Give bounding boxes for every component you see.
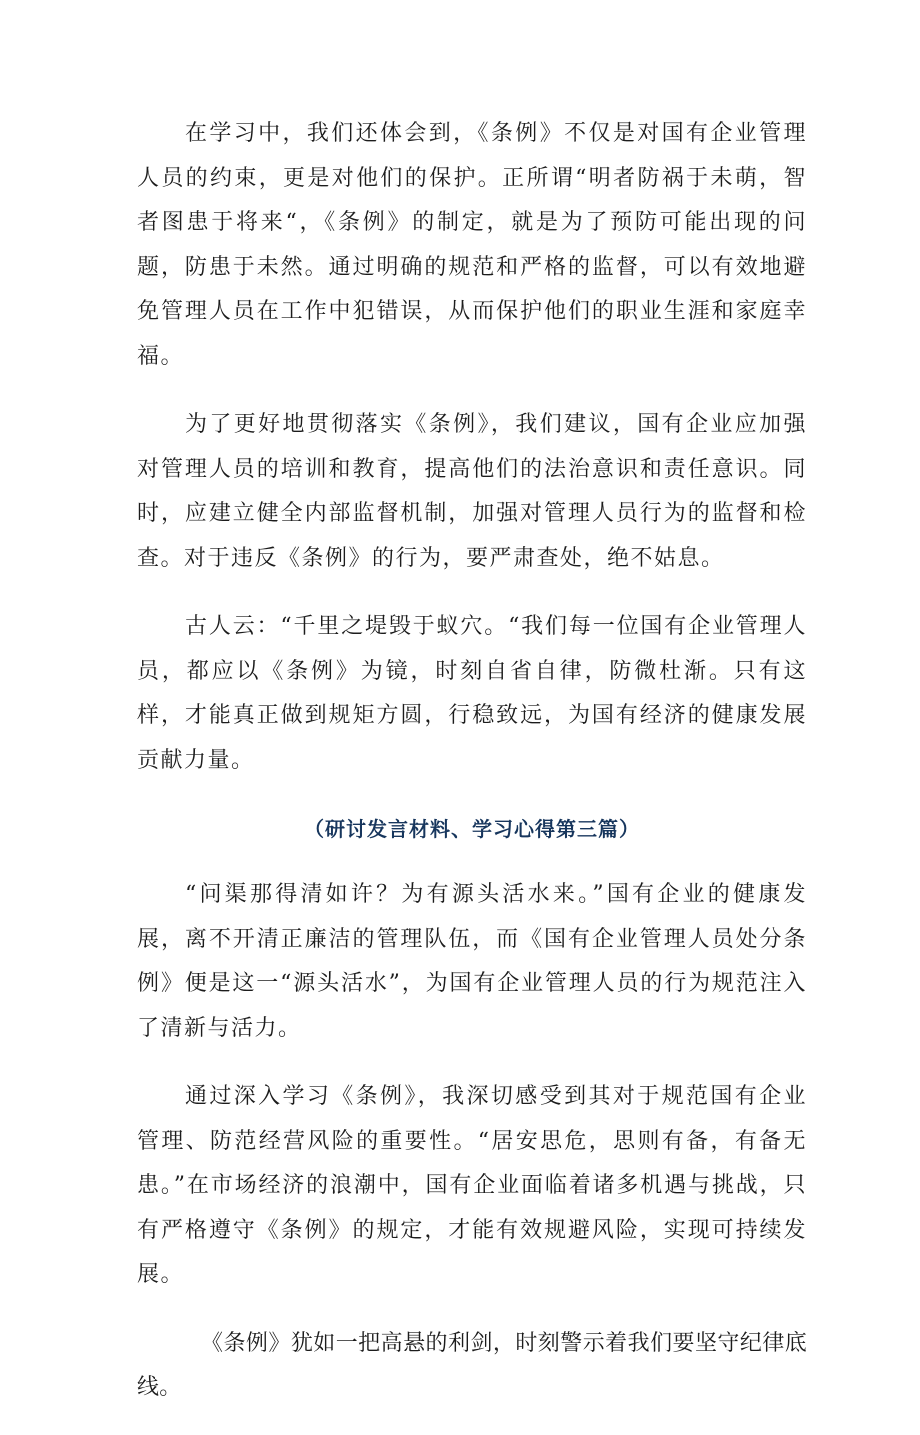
paragraph-deep-study: 通过深入学习《条例》，我深切感受到其对于规范国有企业管理、防范经营风险的重要性。“居安思危，思则有备，有备无患。”在市场经济的浪潮中，国有企业面临着诸多机遇与挑战，只有严格遵守《条例》的规定，才能有效规避风险，实现可持续发展。: [137, 1084, 807, 1287]
paragraph-ancient-saying: 古人云：“千里之堤毁于蚁穴。“我们每一位国有企业管理人员，都应以《条例》为镜，时刻自省自律，防微杜渐。只有这样，才能真正做到规矩方圆，行稳致远，为国有经济的健康发展贡献力量。: [137, 614, 807, 773]
paragraph-sword: 《条例》犹如一把高悬的利剑，时刻警示着我们要坚守纪律底线。: [137, 1330, 807, 1400]
paragraph-recommendations: 为了更好地贯彻落实《条例》，我们建议，国有企业应加强对管理人员的培训和教育，提高他们的法治意识和责任意识。同时，应建立健全内部监督机制，加强对管理人员行为的监督和检查。对于违反《条例》的行为，要严肃查处，绝不姑息。: [137, 412, 807, 571]
section-heading: （研讨发言材料、学习心得第三篇）: [304, 817, 640, 841]
paragraph-source-water: “问渠那得清如许？为有源头活水来。”国有企业的健康发展，离不开清正廉洁的管理队伍，而《国有企业管理人员处分条例》便是这一“源头活水”，为国有企业管理人员的行为规范注入了清新与活力。: [137, 882, 807, 1041]
document-body: [137, 112, 807, 1435]
paragraph-protection: 在学习中，我们还体会到，《条例》不仅是对国有企业管理人员的约束，更是对他们的保护。正所谓“明者防祸于未萌，智者图患于将来“，《条例》的制定，就是为了预防可能出现的问题，防患于未然。通过明确的规范和严格的监督，可以有效地避免管理人员在工作中犯错误，从而保护他们的职业生涯和家庭幸福。: [137, 121, 807, 369]
